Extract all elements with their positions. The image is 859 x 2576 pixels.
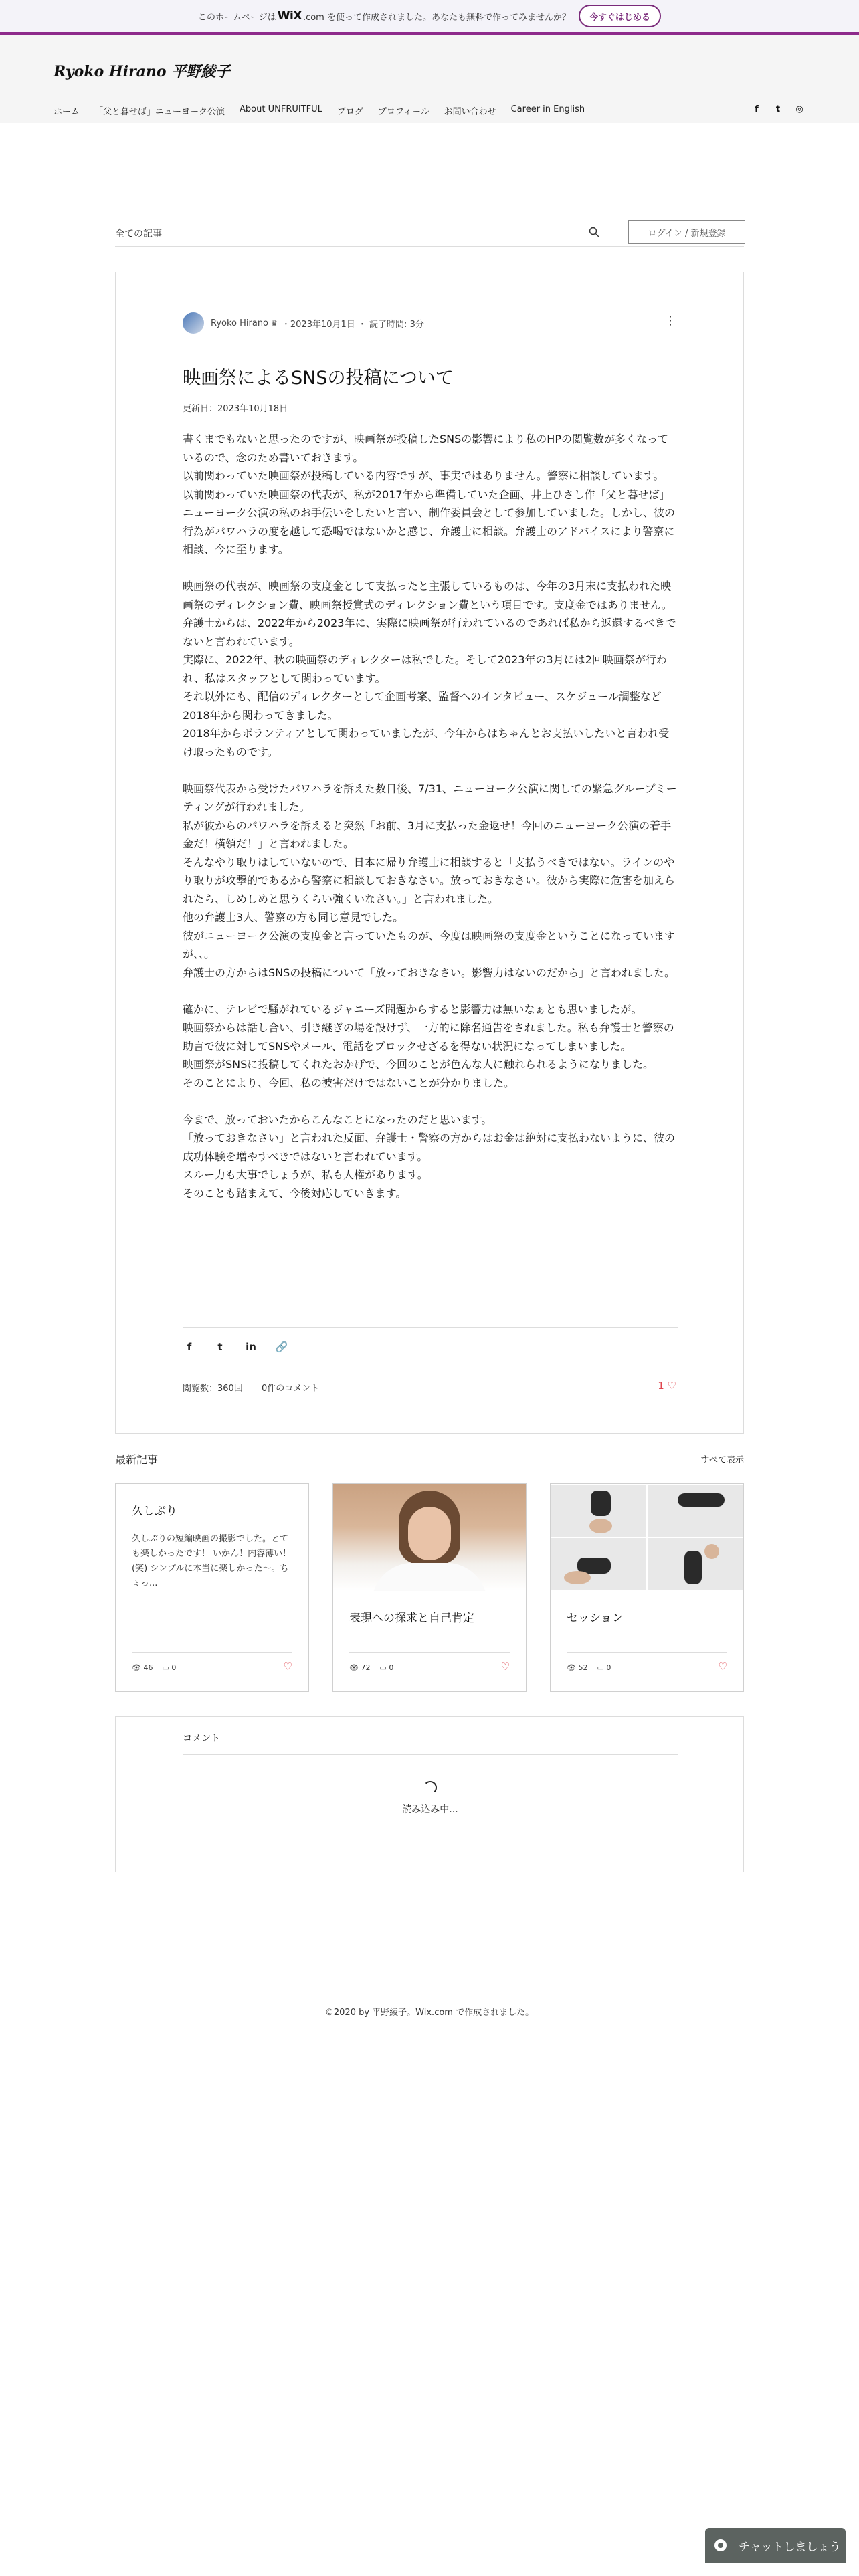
start-now-button[interactable]: 今すぐはじめる <box>579 5 661 27</box>
paragraph: スルー力も大事でしょうが、私も人権があります。 <box>183 1168 428 1181</box>
photo-shirt <box>372 1563 487 1591</box>
paragraph: 以前関わっていた映画祭の代表が、私が2017年から準備していた企画、井上ひさし作「父と暮せば」ニューヨーク公演の私のお手伝いをしたいと言い、制作委員会として参加していました。しかし、彼の行為がパワハラの度を越して恐喝ではないかと感じ、弁護士に相談。弁護士のアドバイスにより警察に相談、今に至ります。 <box>183 488 676 556</box>
paragraph: 以前関わっていた映画祭が投稿している内容ですが、事実ではありません。警察に相談しています。 <box>183 469 664 482</box>
nav-item-home[interactable]: ホーム <box>54 107 80 117</box>
chat-label: チャットしましょう <box>739 2540 841 2554</box>
recent-post-stats <box>567 1663 611 1672</box>
author-name[interactable]: Ryoko Hirano <box>211 318 269 328</box>
post-thumbnail[interactable] <box>551 1484 743 1591</box>
like-button[interactable] <box>658 1380 676 1392</box>
divider <box>567 1652 727 1653</box>
share-twitter-icon[interactable]: t <box>217 1341 223 1353</box>
social-links <box>751 103 805 115</box>
paragraph: 確かに、テレビで騒がれているジャニーズ問題からすると影響力は無いなぁとも思いましたが。 <box>183 1002 642 1016</box>
post-stats <box>183 1381 335 1394</box>
comments-icon: ▭ 0 <box>379 1663 394 1672</box>
paragraph: そのことにより、今回、私の被害だけではないことが分かりました。 <box>183 1076 515 1089</box>
paragraph: 彼がニューヨーク公演の支度金と言っていたものが、今度は映画祭の支度金ということになっていますが、、。 <box>183 929 676 960</box>
author-row <box>183 312 424 334</box>
paragraph: 私が彼からのパワハラを訴えると突然「お前、3月に支払った金返せ！今回のニューヨーク公演の着手金だ！横領だ！」と言われました。 <box>183 819 672 850</box>
recent-post-card[interactable] <box>332 1483 527 1692</box>
nav-item-about[interactable]: About UNFRUITFUL <box>240 104 322 114</box>
post-body <box>183 430 678 1221</box>
paragraph: 弁護士の方からはSNSの投稿について「放っておきなさい。影響力はないのだから」と言われました。 <box>183 966 675 979</box>
comment-count: 0 <box>389 1663 394 1672</box>
paragraph: それ以外にも、配信のディレクターとして企画考案、監督へのインタビュー、スケジュール調整など2018年から関わってきました。 <box>183 690 662 722</box>
view-count: 閲覧数：360回 <box>183 1384 243 1394</box>
paragraph <box>183 1202 678 1221</box>
divider <box>349 1652 510 1653</box>
search-icon[interactable] <box>589 227 599 237</box>
more-options-icon[interactable]: ⋮ <box>664 314 676 328</box>
like-count: 1 <box>658 1380 664 1392</box>
views-icon: 👁 52 <box>567 1663 588 1672</box>
paragraph: 今まで、放っておいたからこんなことになったのだと思います。 <box>183 1113 492 1126</box>
paragraph <box>183 1092 678 1111</box>
paragraph: 映画祭がSNSに投稿してくれたおかげで、今回のことが色んな人に触れられるようになりました。 <box>183 1058 654 1071</box>
post-meta: ・2023年10月1日 ・ 読了時間: 3分 <box>281 319 424 330</box>
heart-icon[interactable]: ♡ <box>718 1660 727 1673</box>
recent-post-card[interactable] <box>115 1483 309 1692</box>
recent-post-stats <box>349 1663 393 1672</box>
paragraph <box>183 559 678 578</box>
comments-icon: ▭ 0 <box>162 1663 177 1672</box>
chat-button[interactable] <box>705 2528 846 2563</box>
share-linkedin-icon[interactable]: in <box>246 1341 256 1353</box>
wix-banner <box>0 0 859 32</box>
comment-count: 0 <box>171 1663 177 1672</box>
site-title[interactable]: Ryoko Hirano 平野綾子 <box>54 63 231 80</box>
instagram-icon[interactable]: ◎ <box>795 104 803 114</box>
post-title: 映画祭によるSNSの投稿について <box>183 368 454 389</box>
nav-item-ny-performance[interactable]: 「父と暮せば」ニューヨーク公演 <box>94 107 225 117</box>
loading-text: 読み込み中... <box>402 1804 458 1815</box>
paragraph: そのことも踏まえて、今後対応していきます。 <box>183 1186 407 1200</box>
view-count: 52 <box>578 1663 588 1672</box>
comments-section <box>115 1716 744 1872</box>
share-link-icon[interactable]: 🔗 <box>275 1341 288 1353</box>
banner-text-after: .com を使って作成されました。あなたも無料で作ってみませんか？ <box>302 12 571 23</box>
comments-title: コメント <box>183 1733 220 1744</box>
blog-menu-bar <box>115 217 744 247</box>
recent-posts-header <box>115 1451 744 1467</box>
recent-post-stats <box>132 1663 176 1672</box>
post-card <box>115 272 744 1434</box>
paragraph <box>183 761 678 780</box>
photo-skin <box>704 1544 719 1559</box>
see-all-link[interactable]: すべて表示 <box>700 1455 744 1465</box>
loading-spinner-icon <box>423 1781 437 1794</box>
nav-item-profile[interactable]: プロフィール <box>377 107 430 117</box>
recent-post-title[interactable]: セッション <box>567 1612 624 1625</box>
banner-text-before: このホームページは <box>198 12 276 23</box>
site-footer: ©2020 by 平野綾子。Wix.com で作成されました。 <box>324 2008 535 2018</box>
paragraph: 映画祭の代表が、映画祭の支度金として支払ったと主張しているものは、今年の3月末に支払われた映画祭のディレクション費、映画祭授賞式のディレクション費という項目です。支度金ではありません。 <box>183 580 672 611</box>
facebook-icon[interactable]: f <box>755 104 759 114</box>
crown-icon: ♛ <box>271 318 278 328</box>
main-nav <box>54 104 599 117</box>
comment-count: 0 <box>606 1663 611 1672</box>
login-signup-button[interactable]: ログイン / 新規登録 <box>628 220 745 244</box>
share-facebook-icon[interactable]: f <box>187 1341 192 1353</box>
paragraph: そんなやり取りはしていないので、日本に帰り弁護士に相談すると「支払うべきではない。ラインのやり取りが攻撃的であるから警察に相談しておきなさい。放っておきなさい。彼から実際に危害を加えられたら、しめしめと思うくらい強くいなさい。」と言われました。 <box>183 855 676 905</box>
views-icon: 👁 46 <box>132 1663 153 1672</box>
photo-figure <box>684 1551 702 1584</box>
comments-icon: ▭ 0 <box>597 1663 611 1672</box>
heart-icon[interactable]: ♡ <box>500 1660 510 1673</box>
view-count: 46 <box>143 1663 153 1672</box>
recent-posts-title: 最新記事 <box>115 1453 159 1466</box>
chat-icon <box>714 2539 727 2551</box>
updated-date: 更新日：2023年10月18日 <box>183 404 288 414</box>
recent-post-excerpt: 久しぶりの短編映画の撮影でした。とても楽しかったです！ いかん！内容薄い！(笑) シンプルに本当に楽しかった〜。ちょっ... <box>132 1534 292 1588</box>
photo-skin <box>564 1571 591 1584</box>
paragraph <box>183 982 678 1000</box>
photo-panel <box>647 1484 743 1537</box>
paragraph: 映画祭からは話し合い、引き継ぎの場を設けず、一方的に除名通告をされました。私も弁護士と警察の助言で彼に対してSNSやメール、電話をブロックせざるを得ない状況になってしまいました。 <box>183 1021 674 1053</box>
avatar[interactable] <box>183 312 204 334</box>
heart-icon[interactable]: ♡ <box>667 1380 676 1392</box>
divider <box>183 1754 678 1755</box>
all-posts-link[interactable]: 全ての記事 <box>115 229 162 239</box>
photo-figure <box>591 1491 611 1516</box>
site-header <box>0 35 859 123</box>
divider <box>132 1652 292 1653</box>
recent-post-title[interactable]: 久しぶり <box>132 1505 177 1518</box>
paragraph: 書くまでもないと思ったのですが、映画祭が投稿したSNSの影響により私のHPの閲覧数が多くなっているので、念のため書いておきます。 <box>183 433 668 464</box>
recent-post-title[interactable]: 表現への探求と自己肯定 <box>349 1612 474 1625</box>
post-thumbnail[interactable] <box>333 1484 526 1591</box>
nav-item-contact[interactable]: お問い合わせ <box>444 107 496 117</box>
paragraph: 他の弁護士3人、警察の方も同じ意見でした。 <box>183 911 404 924</box>
divider <box>183 1327 678 1328</box>
twitter-icon[interactable]: t <box>775 104 781 114</box>
paragraph: 映画祭代表から受けたパワハラを訴えた数日後、7/31、ニューヨーク公演に関しての緊急グループミーティングが行われました。 <box>183 782 677 813</box>
wix-logo: WiX <box>277 9 302 23</box>
view-count: 72 <box>361 1663 371 1672</box>
share-row <box>183 1341 288 1353</box>
nav-item-blog[interactable]: ブログ <box>337 107 363 117</box>
paragraph: 弁護士からは、2022年から2023年に、実際に映画祭が行われているのであれば私から返還するべきでないと言われています。 <box>183 617 676 648</box>
nav-item-career-english[interactable]: Career in English <box>510 104 585 114</box>
paragraph: 「放っておきなさい」と言われた反面、弁護士・警察の方からはお金は絶対に支払わないように、彼の成功体験を増やすべきではないと言われています。 <box>183 1132 676 1163</box>
photo-face <box>408 1507 451 1560</box>
recent-post-card[interactable] <box>550 1483 744 1692</box>
views-icon: 👁 72 <box>349 1663 371 1672</box>
photo-figure <box>678 1493 725 1507</box>
photo-skin <box>589 1519 612 1533</box>
comment-count[interactable]: 0件のコメント <box>261 1384 320 1394</box>
heart-icon[interactable]: ♡ <box>283 1660 292 1673</box>
paragraph: 2018年からボランティアとして関わっていましたが、今年からはちゃんとお支払いしたいと言われ受け取ったものです。 <box>183 727 670 758</box>
paragraph: 実際に、2022年、秋の映画祭のディレクターは私でした。そして2023年の3月には2回映画祭が行われ、私はスタッフとして関わっています。 <box>183 653 667 685</box>
